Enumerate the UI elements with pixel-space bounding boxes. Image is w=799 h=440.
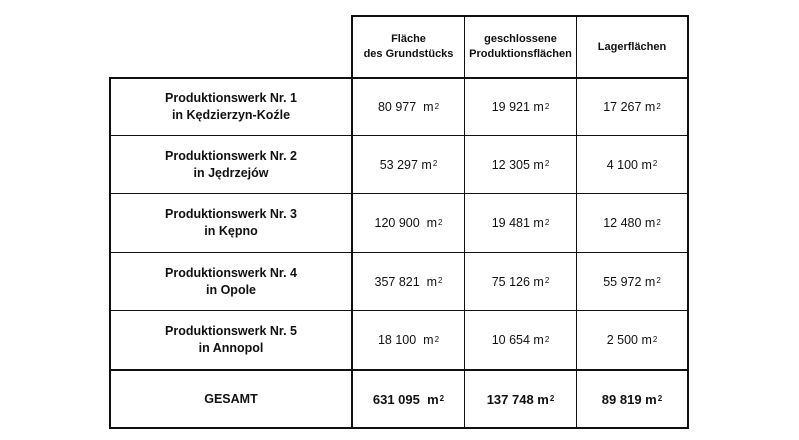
header-closed-area [465, 17, 576, 77]
row-name-line1: Produktionswerk Nr. 5 [165, 324, 297, 338]
value: 53 297 m [379, 157, 432, 172]
unit-exponent: 2 [544, 159, 550, 168]
cell-closed [465, 311, 576, 369]
total-storage [577, 371, 687, 427]
cell-closed [465, 136, 576, 193]
value: 89 819 m [601, 391, 657, 407]
total-label [111, 371, 351, 427]
value: 120 900 m [374, 216, 438, 230]
value: 18 100 m [377, 333, 434, 347]
cell-area [353, 253, 464, 310]
unit-exponent: 2 [432, 159, 438, 168]
unit-exponent: 2 [544, 217, 550, 227]
cell-storage [577, 311, 687, 369]
row-name-line1: Produktionswerk Nr. 1 [165, 91, 297, 105]
cell-closed [465, 253, 576, 310]
unit-exponent: 2 [656, 276, 661, 285]
value: 4 100 m [606, 157, 652, 172]
row-name-line2: in Annopol [198, 341, 264, 355]
value: 75 126 m [491, 274, 544, 289]
row-name [111, 194, 351, 252]
value: 631 095 m [372, 391, 439, 407]
unit-exponent: 2 [652, 159, 658, 168]
cell-storage [577, 79, 687, 135]
cell-area [353, 194, 464, 252]
unit-exponent: 2 [652, 334, 658, 344]
row-name-line2: in Kępno [204, 224, 258, 238]
cell-storage [577, 136, 687, 193]
value: 12 305 m [491, 157, 544, 172]
row-name-line1: Produktionswerk Nr. 3 [165, 207, 297, 221]
row-name-line2: in Opole [206, 282, 256, 297]
header-area-line1: Fläche [391, 33, 426, 45]
value: 10 654 m [491, 333, 544, 347]
cell-closed [465, 79, 576, 135]
unit-exponent: 2 [657, 393, 663, 403]
unit-exponent: 2 [656, 217, 661, 227]
value: 12 480 m [603, 216, 656, 230]
header-closed-line1: geschlossene [484, 33, 557, 45]
unit-exponent: 2 [544, 101, 550, 111]
row-name [111, 79, 351, 135]
value: 17 267 m [603, 100, 656, 114]
unit-exponent: 2 [549, 393, 555, 403]
cell-area [353, 79, 464, 135]
row-name [111, 136, 351, 193]
cell-storage [577, 253, 687, 310]
unit-exponent: 2 [434, 334, 440, 344]
header-closed-line2: Produktionsflächen [469, 48, 572, 60]
total-closed [465, 371, 576, 427]
value: 19 921 m [491, 100, 544, 114]
value: 80 977 m [377, 100, 434, 114]
grid-line [109, 427, 689, 429]
header-storage-area [577, 17, 687, 77]
cell-closed [465, 194, 576, 252]
value: 2 500 m [606, 333, 652, 347]
total-label-text: GESAMT [204, 391, 258, 406]
unit-exponent: 2 [439, 393, 445, 403]
row-name [111, 311, 351, 369]
row-name [111, 253, 351, 310]
unit-exponent: 2 [544, 276, 550, 285]
row-name-line1: Produktionswerk Nr. 4 [165, 265, 297, 280]
cell-area [353, 311, 464, 369]
row-name-line2: in Jędrzejów [193, 165, 269, 180]
unit-exponent: 2 [656, 101, 661, 111]
value: 137 748 m [486, 391, 549, 407]
unit-symbol: m [2, 2, 3, 3]
cell-area [353, 136, 464, 193]
row-name-line1: Produktionswerk Nr. 2 [165, 148, 297, 163]
header-area [353, 17, 464, 77]
value: 55 972 m [603, 274, 656, 289]
cell-storage [577, 194, 687, 252]
unit-exponent: 2 [434, 101, 440, 111]
value: 19 481 m [491, 216, 544, 230]
row-name-line2: in Kędzierzyn-Koźle [171, 108, 291, 122]
value: 357 821 m [374, 274, 438, 289]
unit-exponent: 2 [544, 334, 550, 344]
header-storage-line1: Lagerflächen [597, 40, 667, 53]
unit-exponent: 2 [438, 276, 443, 285]
header-area-line2: des Grundstücks [363, 48, 454, 60]
total-area [353, 371, 464, 427]
unit-exponent: 2 [438, 217, 443, 227]
